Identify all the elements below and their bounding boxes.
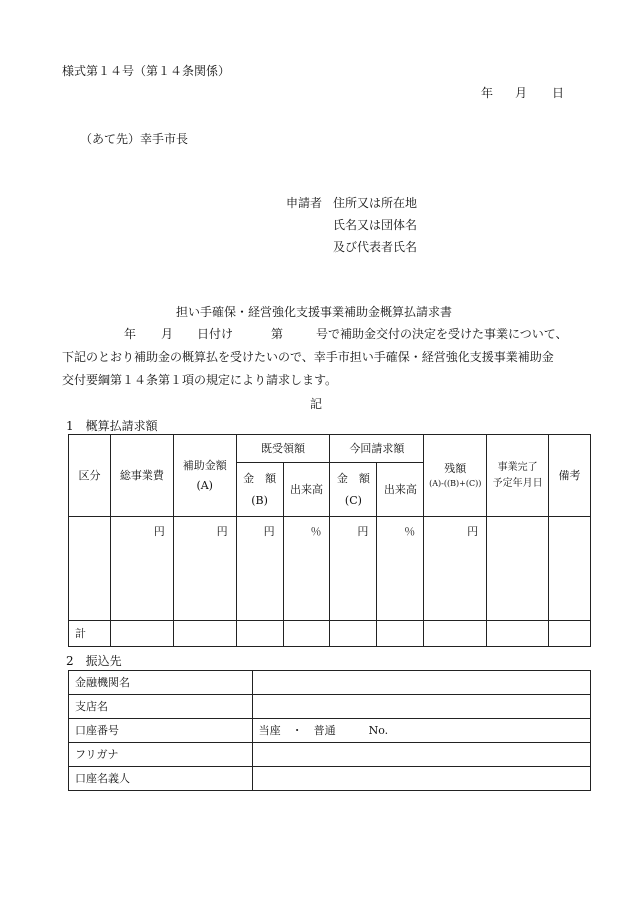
account-holder-value[interactable]	[252, 767, 590, 791]
section2-heading: 2 振込先	[66, 654, 122, 668]
header-completion-2: 予定年月日	[492, 477, 543, 489]
total-label: 計	[69, 621, 111, 647]
header-remarks: 備考	[549, 435, 591, 517]
body-month: 月	[161, 327, 174, 341]
cell-balance[interactable]: 円	[424, 517, 487, 621]
bank-name-value[interactable]	[252, 671, 590, 695]
date-day-label: 日	[552, 86, 565, 100]
header-current-rate: 出来高	[377, 463, 424, 517]
header-balance-formula: (A)-((B)+(C))	[429, 479, 482, 489]
total-cell-total-cost[interactable]	[110, 621, 173, 647]
furigana-value[interactable]	[252, 743, 590, 767]
bank-name-label: 金融機関名	[69, 671, 253, 695]
cell-completion-date[interactable]	[487, 517, 549, 621]
total-cell-subsidy[interactable]	[173, 621, 236, 647]
furigana-label: フリガナ	[69, 743, 253, 767]
bank-row	[69, 719, 591, 743]
date-year-label: 年	[481, 86, 494, 100]
body-line2: 下記のとおり補助金の概算払を受けたいので、幸手市担い手確保・経営強化支援事業補助金	[62, 350, 554, 364]
request-table	[68, 434, 591, 647]
header-received-rate: 出来高	[283, 463, 330, 517]
bank-row	[69, 695, 591, 719]
data-row	[69, 517, 591, 621]
header-current-c: (C)	[344, 493, 362, 507]
ki-label: 記	[310, 397, 323, 411]
header-balance	[424, 435, 487, 517]
cell-subsidy[interactable]: 円	[173, 517, 236, 621]
cell-total-cost[interactable]: 円	[110, 517, 173, 621]
header-received-b: (B)	[251, 493, 268, 507]
header-subsidy	[173, 435, 236, 517]
account-holder-label: 口座名義人	[69, 767, 253, 791]
applicant-name: 氏名又は団体名	[333, 218, 418, 232]
cell-current-amount[interactable]: 円	[330, 517, 377, 621]
cell-kubun[interactable]	[69, 517, 111, 621]
header-subsidy-label: 補助金額	[182, 459, 227, 473]
header-completion-date	[487, 435, 549, 517]
header-total-cost: 総事業費	[110, 435, 173, 517]
total-cell-received-rate[interactable]	[283, 621, 330, 647]
header-current-amount	[330, 463, 377, 517]
account-number-label: 口座番号	[69, 719, 253, 743]
addressee: （あて先）幸手市長	[80, 132, 189, 146]
form-number: 様式第１４号（第１４条関係）	[62, 64, 231, 78]
header-received-amount	[236, 463, 283, 517]
applicant-label: 申請者	[286, 196, 323, 210]
header-current-request: 今回請求額	[330, 435, 424, 463]
cell-received-amount[interactable]: 円	[236, 517, 283, 621]
total-cell-completion-date[interactable]	[487, 621, 549, 647]
body-day: 日付け	[197, 327, 234, 341]
header-received-amount-label: 金 額	[243, 472, 277, 486]
bank-row	[69, 767, 591, 791]
branch-value[interactable]	[252, 695, 590, 719]
cell-received-rate[interactable]: ％	[283, 517, 330, 621]
header-received: 既受領額	[236, 435, 330, 463]
header-balance-label: 残額	[444, 462, 467, 476]
total-cell-balance[interactable]	[424, 621, 487, 647]
total-cell-remarks[interactable]	[549, 621, 591, 647]
header-subsidy-a: (A)	[196, 478, 213, 492]
header-kubun: 区分	[69, 435, 111, 517]
date-month-label: 月	[515, 86, 528, 100]
document-title: 担い手確保・経営強化支援事業補助金概算払請求書	[176, 305, 453, 319]
header-completion-1: 事業完了	[497, 461, 538, 473]
cell-current-rate[interactable]: ％	[377, 517, 424, 621]
section1-heading: 1 概算払請求額	[66, 419, 158, 433]
total-cell-current-amount[interactable]	[330, 621, 377, 647]
body-line1-rest: 号で補助金交付の決定を受けた事業について、	[316, 327, 568, 341]
total-cell-current-rate[interactable]	[377, 621, 424, 647]
applicant-address: 住所又は所在地	[333, 196, 418, 210]
branch-label: 支店名	[69, 695, 253, 719]
bank-row	[69, 671, 591, 695]
account-number-value[interactable]: 当座 ・ 普通 No.	[252, 719, 590, 743]
cell-remarks[interactable]	[549, 517, 591, 621]
body-dai: 第	[271, 327, 284, 341]
bank-row	[69, 743, 591, 767]
total-row	[69, 621, 591, 647]
header-current-amount-label: 金 額	[336, 472, 370, 486]
applicant-rep: 及び代表者氏名	[333, 240, 418, 254]
body-year: 年	[124, 327, 137, 341]
bank-table	[68, 670, 591, 791]
body-line3: 交付要綱第１４条第１項の規定により請求します。	[62, 373, 338, 387]
total-cell-received-amount[interactable]	[236, 621, 283, 647]
